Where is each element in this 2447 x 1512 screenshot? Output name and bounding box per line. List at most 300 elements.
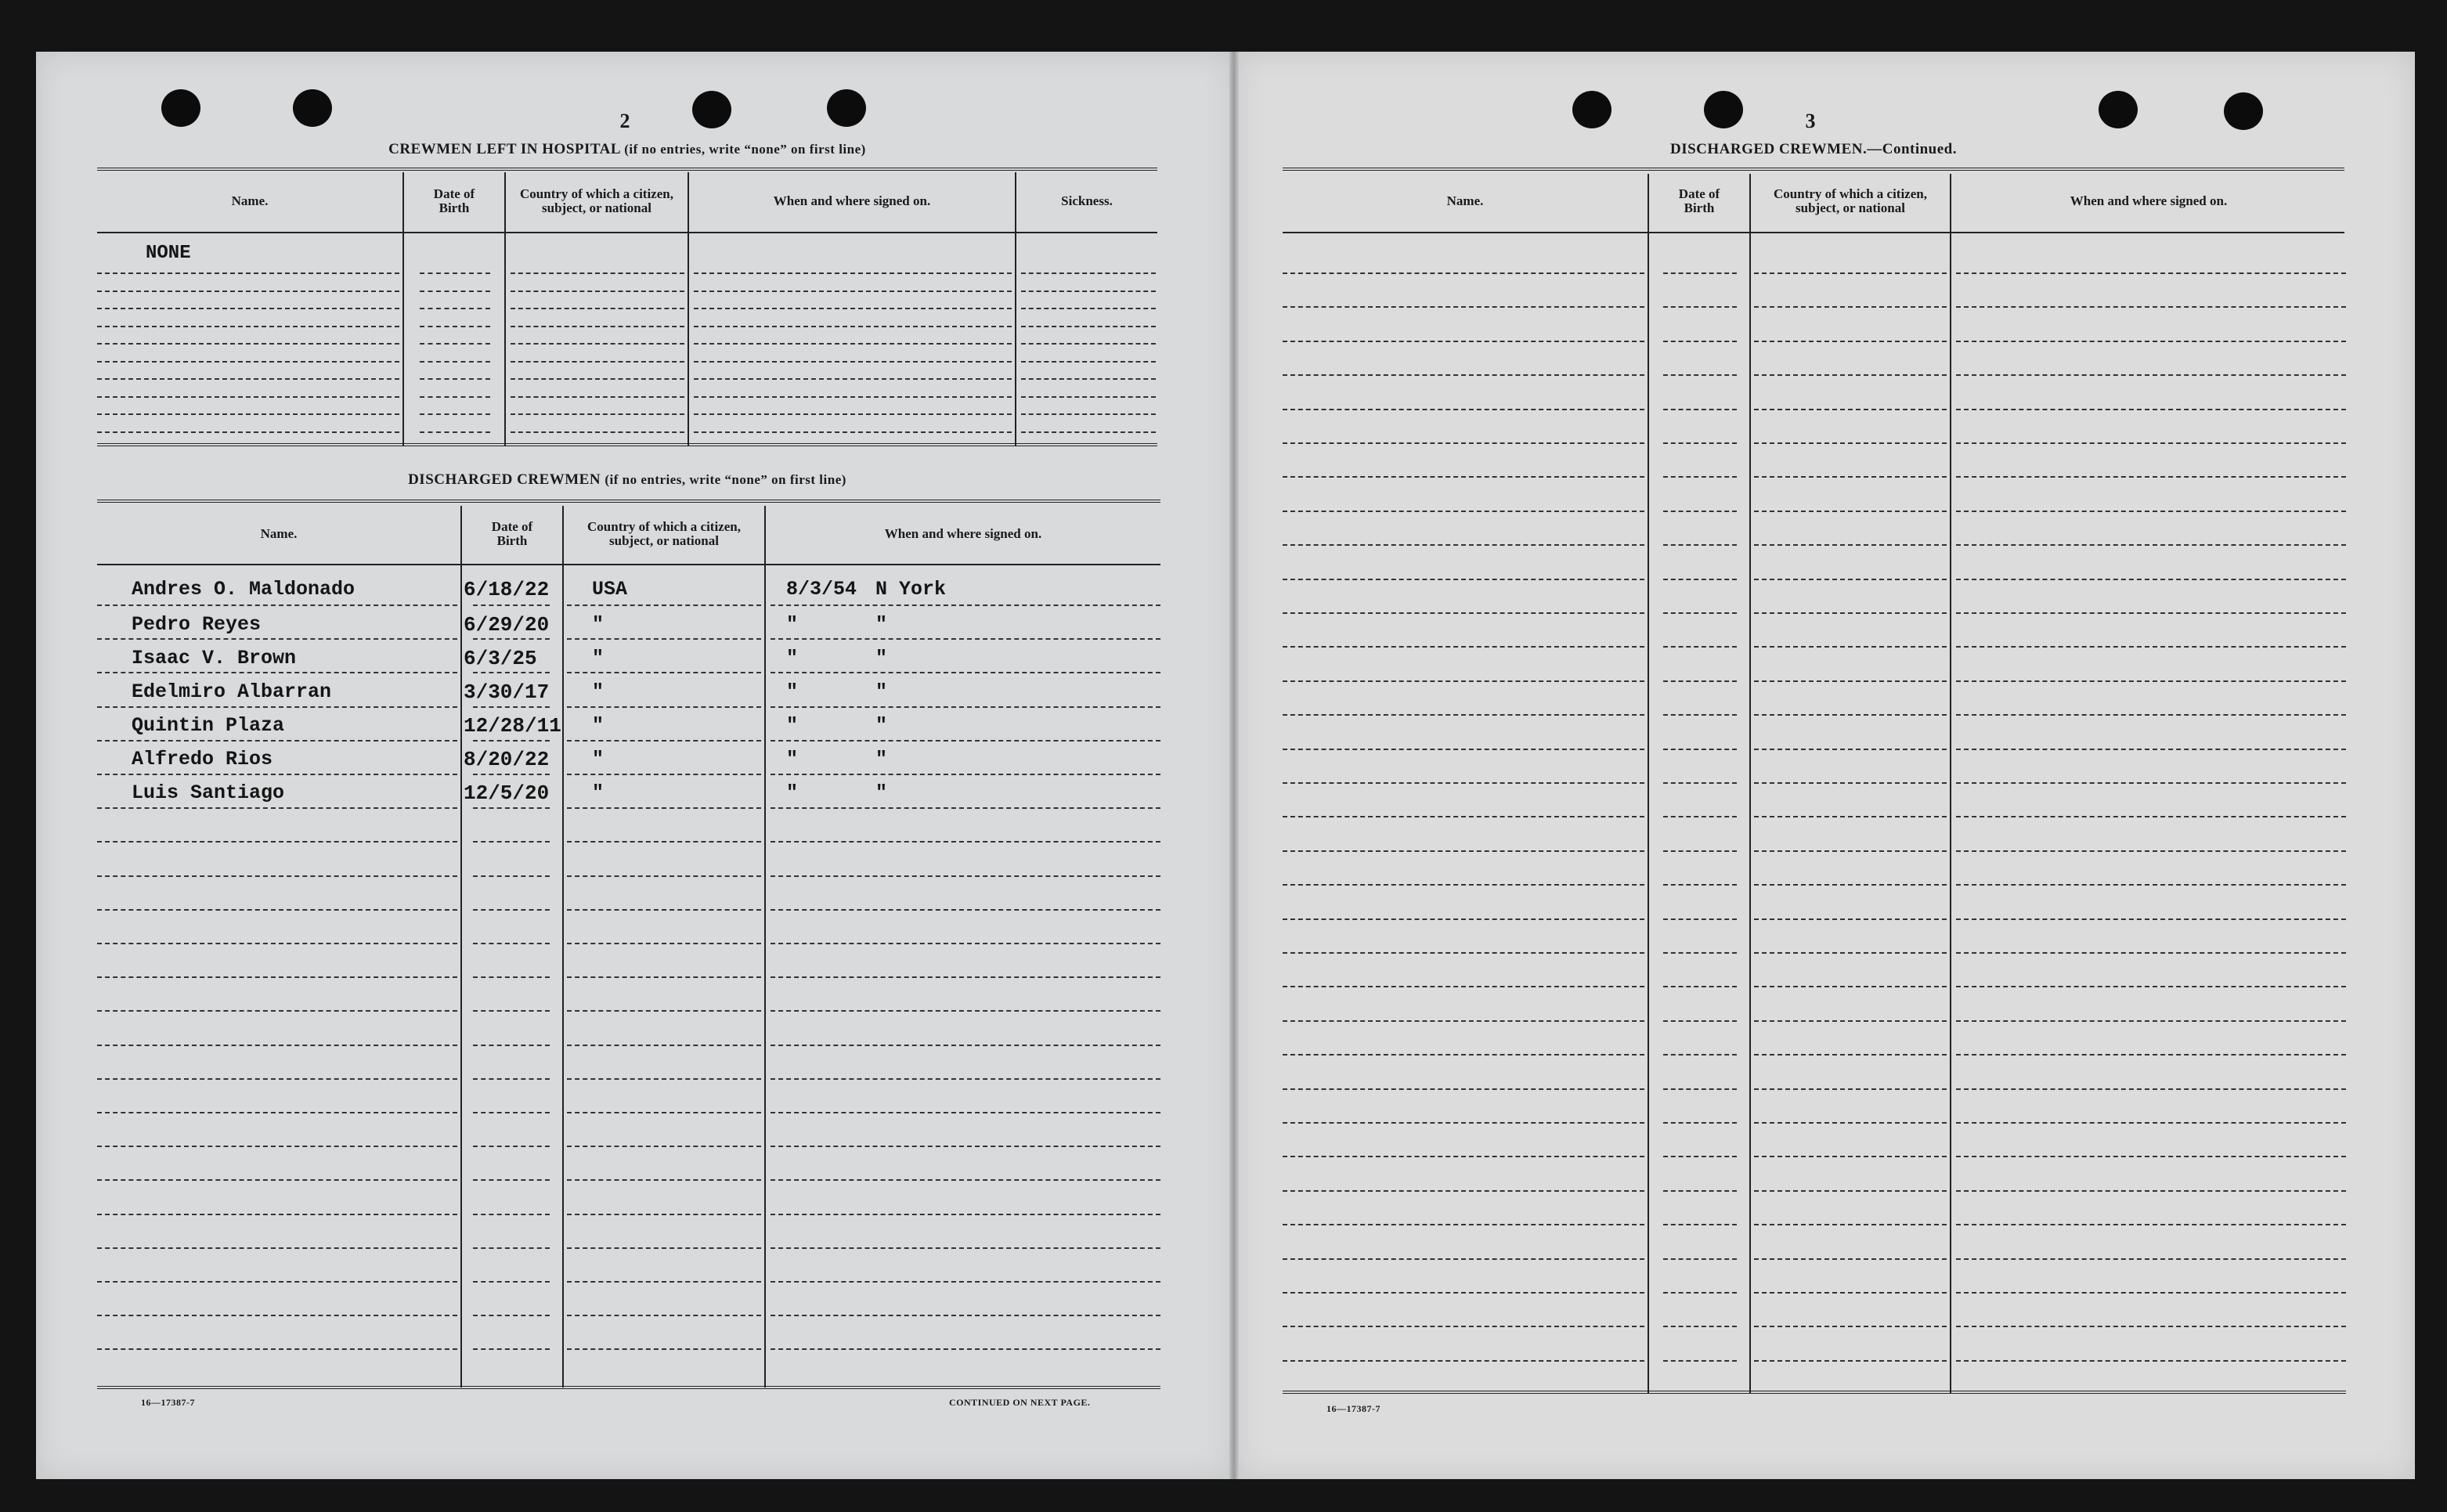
ruled-line (1663, 306, 1737, 308)
ruled-line (473, 672, 550, 673)
right-col-divider (1749, 174, 1751, 1394)
ruled-line (1283, 1360, 1644, 1362)
ruled-line (771, 672, 1160, 673)
ruled-line (473, 638, 550, 640)
hospital-first-entry: NONE (146, 243, 191, 264)
crew-name: Quintin Plaza (132, 714, 285, 737)
ruled-line (1956, 476, 2346, 478)
ruled-line (1283, 511, 1644, 512)
ruled-line (97, 1247, 457, 1249)
punch-hole (1704, 91, 1743, 128)
ruled-line (1754, 680, 1947, 682)
ruled-line (1021, 361, 1156, 363)
crew-signed-place: " (875, 748, 888, 770)
ruled-line (97, 943, 457, 944)
crew-country: USA (592, 578, 628, 601)
ruled-line (1283, 1190, 1644, 1192)
ruled-line (473, 1247, 550, 1249)
punch-hole (293, 89, 332, 127)
ruled-line (1956, 1088, 2346, 1090)
ruled-line (1663, 749, 1737, 750)
ruled-line (473, 1045, 550, 1046)
ruled-line (473, 1214, 550, 1215)
ruled-line (473, 943, 550, 944)
ruled-line (1283, 1122, 1644, 1124)
ruled-line (97, 1078, 457, 1080)
ruled-line (1663, 1258, 1737, 1260)
ruled-line (420, 431, 490, 433)
ruled-line (1754, 952, 1947, 954)
hospital-col-divider (688, 172, 689, 446)
ruled-line (420, 308, 490, 309)
ruled-line (567, 706, 761, 708)
ruled-line (1663, 612, 1737, 614)
ruled-line (1283, 749, 1644, 750)
ruled-line (1663, 884, 1737, 886)
ruled-line (1021, 308, 1156, 309)
form-number-right: 16—17387-7 (1326, 1403, 1380, 1414)
ruled-line (97, 413, 399, 415)
ruled-line (473, 841, 550, 843)
ruled-line (1021, 343, 1156, 345)
hospital-table-bottom (97, 443, 1157, 446)
ruled-line (97, 774, 457, 775)
ruled-line (1021, 378, 1156, 380)
ruled-line (1663, 782, 1737, 784)
hospital-col-sickness: Sickness. (1061, 193, 1113, 208)
ruled-line (1754, 409, 1947, 410)
ruled-line (97, 740, 457, 742)
ruled-line (1754, 306, 1947, 308)
ruled-line (1956, 1122, 2346, 1124)
hospital-col-name: Name. (231, 193, 269, 208)
ruled-line (694, 272, 1012, 274)
ruled-line (1021, 290, 1156, 292)
page-number-right: 3 (1805, 110, 1816, 132)
ruled-line (420, 396, 490, 398)
crew-country: " (592, 748, 605, 770)
ruled-line (1283, 544, 1644, 546)
ruled-line (567, 1112, 761, 1113)
punch-hole (2099, 91, 2138, 128)
ruled-line (97, 909, 457, 911)
ruled-line (473, 604, 550, 606)
ruled-line (567, 604, 761, 606)
ruled-line (1021, 272, 1156, 274)
ruled-line (771, 807, 1160, 809)
crew-dob: 6/18/22 (464, 578, 550, 601)
crew-name: Isaac V. Brown (132, 647, 297, 669)
ruled-line (1754, 442, 1947, 444)
ruled-line (1754, 544, 1947, 546)
ruled-line (1283, 306, 1644, 308)
ruled-line (694, 413, 1012, 415)
ruled-line (1956, 1360, 2346, 1362)
ruled-line (420, 413, 490, 415)
ruled-line (771, 1281, 1160, 1283)
ruled-line (1754, 476, 1947, 478)
ruled-line (97, 1146, 457, 1147)
ruled-line (1663, 442, 1737, 444)
punch-hole (827, 89, 866, 127)
ruled-line (567, 774, 761, 775)
ruled-line (1956, 884, 2346, 886)
ruled-line (694, 431, 1012, 433)
right-col-signed: When and where signed on. (2070, 193, 2228, 208)
ruled-line (511, 413, 684, 415)
ruled-line (511, 272, 684, 274)
crew-dob: 12/5/20 (464, 781, 550, 805)
ruled-line (1283, 1020, 1644, 1022)
ruled-line (567, 1010, 761, 1012)
ruled-line (1956, 1258, 2346, 1260)
hospital-heading-note: (if no entries, write “none” on first line) (624, 142, 866, 157)
ruled-line (1956, 1326, 2346, 1327)
ruled-line (771, 1214, 1160, 1215)
ruled-line (771, 706, 1160, 708)
ruled-line (97, 672, 457, 673)
ruled-line (1283, 1224, 1644, 1225)
right-col-dob: Date of Birth (1678, 186, 1720, 215)
ruled-line (1283, 1156, 1644, 1157)
hospital-col-divider (504, 172, 506, 446)
ruled-line (1754, 1326, 1947, 1327)
ruled-line (567, 638, 761, 640)
ruled-line (1956, 749, 2346, 750)
ruled-line (1956, 511, 2346, 512)
ruled-line (1663, 1292, 1737, 1294)
ruled-line (1754, 884, 1947, 886)
ruled-line (1283, 579, 1644, 580)
crew-signed-date: " (786, 613, 799, 636)
crew-country: " (592, 647, 605, 669)
crew-signed-place: N York (875, 578, 947, 601)
crew-dob: 3/30/17 (464, 680, 550, 704)
ruled-line (97, 976, 457, 978)
crew-signed-date: " (786, 680, 799, 703)
ruled-line (1956, 442, 2346, 444)
ruled-line (1663, 544, 1737, 546)
ruled-line (1754, 1054, 1947, 1056)
ruled-line (567, 1179, 761, 1181)
ruled-line (1283, 612, 1644, 614)
ruled-line (473, 1010, 550, 1012)
ruled-line (1754, 341, 1947, 342)
ruled-line (1754, 1088, 1947, 1090)
ruled-line (771, 638, 1160, 640)
ruled-line (1956, 1020, 2346, 1022)
ruled-line (567, 1247, 761, 1249)
ruled-line (1663, 646, 1737, 648)
ruled-line (1663, 1054, 1737, 1056)
right-col-name: Name. (1446, 193, 1484, 208)
crew-signed-date: " (786, 748, 799, 770)
ruled-line (771, 740, 1160, 742)
ruled-line (1283, 1326, 1644, 1327)
ruled-line (420, 361, 490, 363)
right-col-country: Country of which a citizen, subject, or national (1774, 186, 1927, 215)
ruled-line (1754, 374, 1947, 376)
ruled-line (97, 1179, 457, 1181)
ruled-line (1754, 850, 1947, 852)
ruled-line (567, 1281, 761, 1283)
ruled-line (567, 875, 761, 877)
discharged-col-dob: Date of Birth (491, 519, 533, 548)
ruled-line (473, 976, 550, 978)
hospital-col-divider (1015, 172, 1016, 446)
ruled-line (97, 1214, 457, 1215)
hospital-header-bottom (97, 232, 1157, 233)
ruled-line (511, 431, 684, 433)
punch-hole (692, 91, 731, 128)
ruled-line (473, 1179, 550, 1181)
crew-name: Pedro Reyes (132, 613, 262, 636)
ruled-line (1754, 1360, 1947, 1362)
ruled-line (1283, 884, 1644, 886)
ruled-line (567, 1315, 761, 1316)
hospital-col-divider (402, 172, 404, 446)
discharged-col-divider (562, 506, 564, 1388)
ruled-line (473, 1078, 550, 1080)
ruled-line (97, 1112, 457, 1113)
ruled-line (1663, 1156, 1737, 1157)
ruled-line (771, 1179, 1160, 1181)
ruled-line (1663, 850, 1737, 852)
ruled-line (771, 1247, 1160, 1249)
crew-dob: 6/29/20 (464, 613, 550, 637)
punch-hole (2224, 92, 2263, 130)
ruled-line (694, 308, 1012, 309)
ruled-line (1754, 511, 1947, 512)
ruled-line (420, 343, 490, 345)
ruled-line (1283, 850, 1644, 852)
crew-dob: 12/28/11 (464, 714, 561, 738)
hospital-section-heading (99, 141, 1156, 158)
ruled-line (1283, 680, 1644, 682)
discharged-header-bottom (97, 564, 1160, 565)
ruled-line (1021, 413, 1156, 415)
ruled-line (473, 774, 550, 775)
ruled-line (1754, 1020, 1947, 1022)
crew-country: " (592, 680, 605, 703)
ruled-line (771, 976, 1160, 978)
crew-signed-date: 8/3/54 (786, 578, 857, 601)
ruled-line (1754, 579, 1947, 580)
ruled-line (1283, 918, 1644, 920)
ruled-line (771, 909, 1160, 911)
hospital-col-dob: Date of Birth (433, 186, 475, 215)
crew-signed-place: " (875, 613, 888, 636)
ruled-line (567, 1348, 761, 1350)
ruled-line (1956, 1224, 2346, 1225)
discharged-heading-note: (if no entries, write “none” on first line) (605, 472, 846, 487)
ruled-line (1663, 511, 1737, 512)
ruled-line (1663, 680, 1737, 682)
crew-signed-date: " (786, 781, 799, 804)
ruled-line (97, 431, 399, 433)
hospital-col-signed: When and where signed on. (773, 193, 931, 208)
ruled-line (1754, 1122, 1947, 1124)
ruled-line (1956, 544, 2346, 546)
ruled-line (473, 1348, 550, 1350)
ruled-line (1663, 476, 1737, 478)
ruled-line (771, 1315, 1160, 1316)
ruled-line (567, 1078, 761, 1080)
ruled-line (1663, 1020, 1737, 1022)
ruled-line (694, 290, 1012, 292)
ruled-line (1754, 918, 1947, 920)
ruled-line (1956, 341, 2346, 342)
hospital-table-top (97, 168, 1157, 171)
ruled-line (1956, 850, 2346, 852)
ruled-line (1663, 714, 1737, 716)
ruled-line (771, 774, 1160, 775)
ruled-line (473, 740, 550, 742)
ruled-line (1956, 612, 2346, 614)
ruled-line (1956, 918, 2346, 920)
ruled-line (97, 841, 457, 843)
ruled-line (97, 290, 399, 292)
crew-signed-place: " (875, 781, 888, 804)
crew-signed-place: " (875, 714, 888, 737)
page-number-left: 2 (619, 110, 630, 132)
ruled-line (1754, 1190, 1947, 1192)
discharged-table-top (97, 500, 1160, 503)
ruled-line (97, 638, 457, 640)
ruled-line (1663, 579, 1737, 580)
ruled-line (1956, 646, 2346, 648)
ruled-line (567, 1146, 761, 1147)
ruled-line (567, 943, 761, 944)
hospital-heading-text: CREWMEN LEFT IN HOSPITAL (388, 141, 620, 157)
ruled-line (473, 909, 550, 911)
right-page (1236, 52, 2415, 1479)
discharged-table-bottom (97, 1386, 1160, 1389)
ruled-line (1283, 646, 1644, 648)
ruled-line (1956, 782, 2346, 784)
ruled-line (511, 378, 684, 380)
crew-dob: 8/20/22 (464, 748, 550, 771)
ruled-line (567, 807, 761, 809)
discharged-col-divider (460, 506, 462, 1388)
ruled-line (1283, 476, 1644, 478)
discharged-col-country: Country of which a citizen, subject, or national (587, 519, 741, 548)
ruled-line (97, 396, 399, 398)
ruled-line (97, 361, 399, 363)
ruled-line (567, 976, 761, 978)
ruled-line (1956, 306, 2346, 308)
ruled-line (1283, 341, 1644, 342)
ruled-line (511, 361, 684, 363)
ruled-line (1663, 918, 1737, 920)
ruled-line (1754, 782, 1947, 784)
ruled-line (511, 343, 684, 345)
crew-country: " (592, 714, 605, 737)
ruled-line (1956, 1054, 2346, 1056)
ruled-line (1956, 579, 2346, 580)
crew-name: Edelmiro Albarran (132, 680, 332, 703)
ruled-line (1956, 816, 2346, 817)
ruled-line (771, 1010, 1160, 1012)
ruled-line (1956, 409, 2346, 410)
ruled-line (694, 326, 1012, 327)
right-table-top (1283, 168, 2344, 171)
punch-hole (1572, 91, 1611, 128)
ruled-line (1754, 1292, 1947, 1294)
ruled-line (1283, 374, 1644, 376)
ruled-line (97, 1348, 457, 1350)
ruled-line (1021, 326, 1156, 327)
ruled-line (1283, 409, 1644, 410)
ruled-line (694, 361, 1012, 363)
ruled-line (1663, 1088, 1737, 1090)
ruled-line (1754, 646, 1947, 648)
ruled-line (1021, 396, 1156, 398)
ruled-line (771, 1045, 1160, 1046)
ruled-line (771, 1146, 1160, 1147)
ruled-line (1663, 341, 1737, 342)
ruled-line (771, 604, 1160, 606)
ruled-line (473, 807, 550, 809)
ruled-line (97, 343, 399, 345)
ruled-line (97, 875, 457, 877)
ruled-line (1283, 714, 1644, 716)
ruled-line (1754, 749, 1947, 750)
ruled-line (1754, 1156, 1947, 1157)
ruled-line (511, 290, 684, 292)
ruled-line (97, 706, 457, 708)
crew-country: " (592, 613, 605, 636)
continued-note: CONTINUED ON NEXT PAGE. (949, 1397, 1091, 1408)
ruled-line (473, 1146, 550, 1147)
discharged-col-name: Name. (260, 526, 298, 541)
crew-signed-place: " (875, 680, 888, 703)
ruled-line (771, 841, 1160, 843)
ruled-line (1283, 1258, 1644, 1260)
ruled-line (473, 1281, 550, 1283)
ruled-line (97, 604, 457, 606)
ruled-line (473, 1315, 550, 1316)
ruled-line (1663, 1224, 1737, 1225)
right-header-bottom (1283, 232, 2344, 233)
ruled-line (97, 308, 399, 309)
ruled-line (1956, 680, 2346, 682)
discharged-col-signed: When and where signed on. (884, 526, 1042, 541)
crew-name: Alfredo Rios (132, 748, 273, 770)
ruled-line (1663, 374, 1737, 376)
ruled-line (1663, 1326, 1737, 1327)
ruled-line (771, 875, 1160, 877)
ruled-line (1956, 714, 2346, 716)
ruled-line (473, 1112, 550, 1113)
punch-hole (161, 89, 200, 127)
ruled-line (1283, 782, 1644, 784)
ruled-line (567, 1045, 761, 1046)
ruled-line (1283, 272, 1644, 274)
ruled-line (420, 326, 490, 327)
ruled-line (1021, 431, 1156, 433)
ruled-line (511, 308, 684, 309)
ruled-line (694, 378, 1012, 380)
ruled-line (473, 706, 550, 708)
ruled-line (511, 326, 684, 327)
ruled-line (97, 272, 399, 274)
ruled-line (771, 1348, 1160, 1350)
ruled-line (1956, 272, 2346, 274)
ruled-line (1663, 409, 1737, 410)
ruled-line (1283, 816, 1644, 817)
ruled-line (771, 943, 1160, 944)
